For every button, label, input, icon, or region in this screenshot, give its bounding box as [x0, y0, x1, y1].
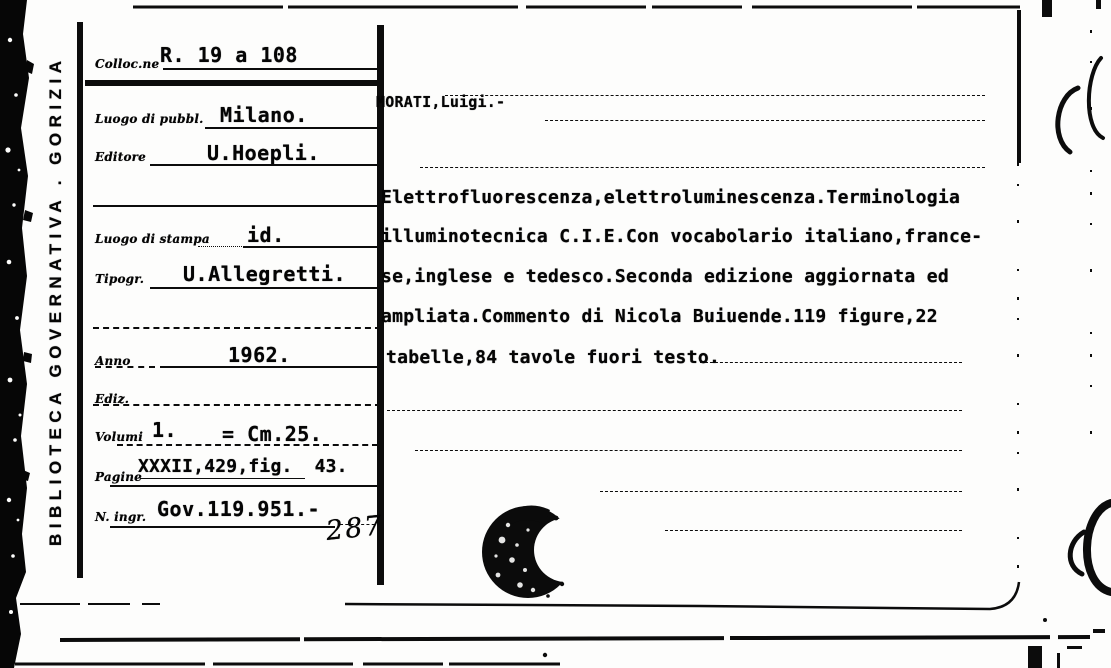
field-value-luogo-stampa: id.	[247, 223, 285, 247]
field-value-num-ingresso: Gov.119.951.-	[157, 497, 321, 521]
field-label-luogo-pubbl: Luogo di pubbl.	[95, 112, 204, 126]
ruled-line	[93, 205, 380, 207]
bottom-scan-lines	[15, 618, 1090, 664]
field-value-tipografo: U.Allegretti.	[183, 262, 347, 286]
title-text-line: ampliata.Commento di Nicola Buiuende.119 figure,22	[381, 306, 938, 327]
ruled-line	[600, 491, 962, 492]
field-label-tipografo: Tipogr.	[95, 272, 145, 286]
field-label-anno: Anno	[95, 354, 131, 368]
section-divider-line	[85, 80, 380, 86]
field-value-pagine: XXXII,429,fig. 43.	[138, 456, 348, 477]
film-edge-strip	[0, 0, 34, 668]
handwritten-number: 287	[324, 510, 386, 547]
ruled-line	[110, 485, 378, 487]
ruled-line	[243, 246, 380, 248]
ruled-line	[95, 366, 155, 368]
ruled-line	[340, 524, 380, 525]
field-label-luogo-stampa: Luogo di stampa	[95, 232, 210, 246]
ruled-line	[117, 444, 378, 446]
ruled-line	[420, 167, 985, 168]
ruled-line	[387, 410, 962, 411]
field-value-formato: = Cm.25.	[222, 422, 323, 446]
ruled-line	[140, 478, 305, 479]
title-text-line: Elettrofluorescenza,elettroluminescenza.Terminologia	[381, 187, 961, 208]
ruled-line	[160, 366, 380, 368]
library-name-vertical: BIBLIOTECA GOVERNATIVA . GORIZIA	[46, 55, 65, 546]
ruled-line	[198, 246, 242, 247]
ruled-line	[700, 362, 962, 363]
ruled-line	[150, 287, 380, 289]
ruled-line	[205, 127, 380, 129]
ruled-line	[163, 68, 378, 70]
field-label-volumi: Volumi	[95, 430, 143, 444]
title-text-line: tabelle,84 tavole fuori testo.	[386, 347, 721, 368]
ruled-line	[545, 120, 985, 121]
ruled-line	[93, 404, 381, 406]
field-value-editore: U.Hoepli.	[207, 141, 320, 165]
ruled-line	[415, 450, 962, 451]
ruled-line	[665, 530, 962, 531]
pen-scribble	[1058, 58, 1111, 592]
field-value-luogo-pubbl: Milano.	[220, 103, 308, 127]
ink-stamp	[482, 505, 598, 598]
ruled-line	[110, 526, 335, 528]
ruled-line	[93, 327, 381, 329]
field-label-collocazione: Colloc.ne	[95, 57, 160, 71]
field-value-anno: 1962.	[228, 343, 291, 367]
field-label-pagine: Pagine	[95, 470, 142, 484]
title-text-line: se,inglese e tedesco.Seconda edizione aggiornata ed	[381, 266, 949, 287]
title-text-line: illuminotecnica C.I.E.Con vocabolario italiano,france-	[381, 226, 983, 247]
field-label-edizione: Ediz.	[95, 392, 130, 406]
author-heading: MORATI,Luigi.-	[376, 93, 506, 111]
field-label-editore: Editore	[95, 150, 146, 164]
ruled-line	[445, 95, 985, 96]
ruled-line	[150, 164, 380, 166]
field-value-collocazione: R. 19 a 108	[160, 43, 298, 67]
field-value-volumi: 1.	[152, 418, 178, 442]
field-label-num-ingresso: N. ingr.	[95, 510, 147, 524]
